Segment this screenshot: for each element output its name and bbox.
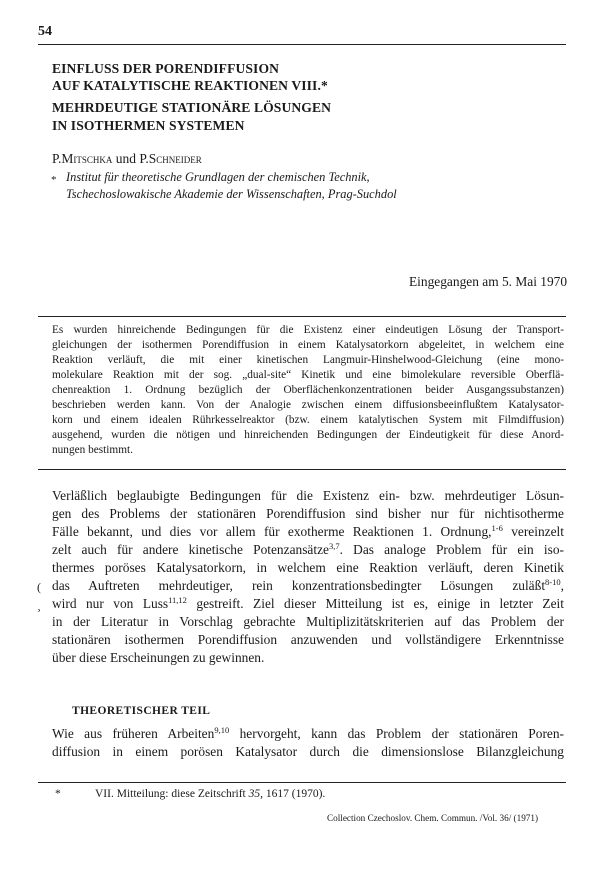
body-text: Wie aus früheren Arbeiten [52,726,215,741]
section-heading: THEORETISCHER TEIL [72,705,211,717]
citation-superscript: 9,10 [214,725,230,735]
citation-superscript: 11,12 [168,595,187,605]
body-text: vereinzelt [502,524,564,539]
body-line [52,725,564,743]
body-line: stationären isothermen Porendiffusion anzuwenden und vollständigere Erkenntnisse [52,632,564,647]
abstract-line: molekulare Reaktion mit der sog. „dual-site“ Kinetik und eine bimolekulare reversible Oberflä- [52,369,564,381]
top-rule [38,44,566,45]
abstract-line: ausgehend, wurden die nötigen und hinreichenden Bedingungen der Eindeutigkeit für diese Anord- [52,429,564,441]
citation-superscript: 1-6 [491,523,503,533]
body-line: über diese Erscheinungen zu gewinnen. [52,650,265,665]
body-line: diffusion in einem porösen Katalysator durch die dimensionslose Bilanzgleichung [52,744,564,759]
citation-superscript: 3,7 [328,541,340,551]
abstract-line: nungen bestimmt. [52,444,133,456]
title-line-1: EINFLUSS DER PORENDIFFUSION [52,61,280,76]
author-1-initial: P. [52,151,62,166]
body-text: das Auftreten mehrdeutiger, rein konzentrationsbedingter Lösungen zuläßt [52,578,546,593]
body-text: gestreift. Ziel dieser Mitteilung ist es, einige in letzter Zeit [186,596,564,611]
abstract-line: gleichungen der isothermen Porendiffusion in einem Katalysatorkorn abgeleitet, in welchem eine [52,339,564,351]
author-conjunction: und [112,151,140,166]
author-2-initial: P. [139,151,149,166]
page-number: 54 [38,24,52,39]
body-text: . Das analoge Problem für ein iso- [339,542,564,557]
footnote [55,788,325,800]
footnote-text: 1617 (1970). [263,788,326,800]
author-1-name: Mitschka [61,151,113,166]
body-line [52,577,564,595]
subtitle-line-1: MEHRDEUTIGE STATIONÄRE LÖSUNGEN [52,100,332,115]
abstract-bottom-rule [38,469,566,470]
body-text: , [560,578,564,593]
abstract-line: korn und einem idealen Rührkesselreaktor (bzw. einem katalytischen System mit Filmdiffusion) [52,414,564,426]
margin-mark: ¸ [37,598,41,612]
institution-line-2: Tschechoslowakische Akademie der Wissenschaften, Prag-Suchdol [66,187,397,201]
author-2-name: Schneider [148,151,202,166]
body-text: Fälle bekannt, und dies vor allem für exotherme Reaktionen 1. Ordnung, [52,524,492,539]
body-line: Verläßlich beglaubigte Bedingungen für die Existenz ein- bzw. mehrdeutiger Lösun- [52,488,564,503]
abstract-line: beschrieben werden kann. Von der Analogie zwischen einem diffusionsbeeinflußtem Katalysator- [52,399,564,411]
margin-mark: ( [37,580,41,594]
received-date: Eingegangen am 5. Mai 1970 [409,274,568,289]
abstract-top-rule [38,316,566,317]
footnote-marker: * [55,788,61,800]
journal-citation: Collection Czechoslov. Chem. Commun. /Vol. 36/ (1971) [327,813,539,823]
body-line: in der Literatur in Vorschlag gebrachte Multiplizitätskriterien auf das Problem der [52,614,564,629]
footnote-volume: 35, [248,788,263,800]
authors [52,151,202,167]
body-line: gen des Problems der stationären Porendiffusion sind bisher nur für nichtisotherme [52,506,564,521]
abstract-line: chenreaktion 1. Ordnung bezüglich der Oberflächenkonzentrationen beider Ausgangssubstanzen) [52,384,564,396]
abstract-line: Es wurden hinreichende Bedingungen für die Existenz einer eindeutigen Lösung der Transport- [52,324,564,336]
body-line: thermes poröses Katalysatorkorn, in welchem eine Reaktion verläuft, deren Kinetik [52,560,564,575]
body-line [52,523,564,541]
body-text: zelt auch für andere kinetische Potenzansätze [52,542,329,557]
footnote-rule [38,782,566,783]
institution-mark: * [51,174,57,186]
footnote-text: VII. Mitteilung: diese Zeitschrift [95,788,249,800]
body-line [52,541,564,559]
citation-superscript: 8-10 [545,577,561,587]
abstract-line: Reaktion verläuft, die mit einer kinetischen Langmuir-Hinshelwood-Gleichung (eine mono- [52,354,564,366]
body-line [52,595,564,613]
subtitle-line-2: IN ISOTHERMEN SYSTEMEN [52,118,245,133]
title-line-2: AUF KATALYTISCHE REAKTIONEN VIII.* [52,78,328,93]
body-text: hervorgeht, kann das Problem der stationären Poren- [229,726,565,741]
body-text: wird nur von Luss [52,596,169,611]
institution-line-1: Institut für theoretische Grundlagen der chemischen Technik, [66,170,370,184]
